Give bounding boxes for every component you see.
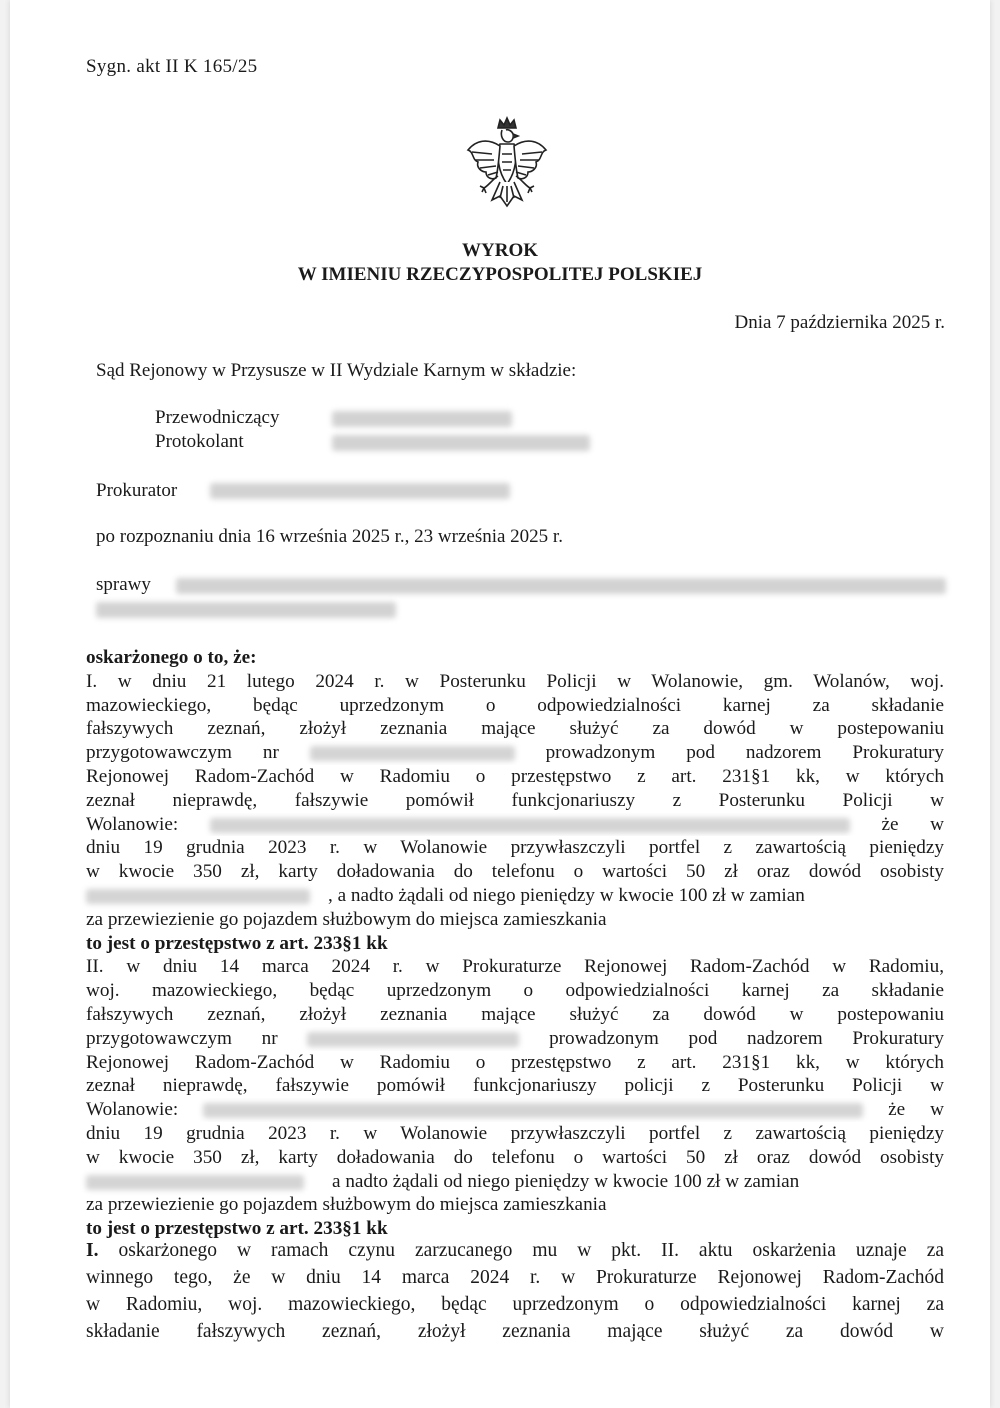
count1-line: za przewiezienie go pojazdem służbowym do miejsca zamieszkania (86, 908, 607, 930)
count2-text: a nadto żądali od niego pieniędzy w kwocie 100 zł w zamian (332, 1170, 800, 1192)
redacted-case-line-2 (96, 602, 396, 618)
redacted-case-line-1 (176, 578, 946, 594)
count2-line: w kwocie 350 zł, karty doładowania do telefonu o wartości 50 zł oraz dowód osobisty (86, 1146, 944, 1168)
count2-line: zeznał nieprawdę, fałszywie pomówił funkcjonariuszy policji z Posterunku Policji w (86, 1075, 944, 1097)
verdict-section (86, 1237, 944, 1345)
count1-text: że w (881, 813, 944, 835)
redacted-presiding-name (332, 411, 512, 427)
case-signature: Sygn. akt II K 165/25 (86, 56, 258, 77)
count2-line: za przewiezienie go pojazdem służbowym do miejsca zamieszkania (86, 1194, 607, 1216)
count2-text: prowadzonym pod nadzorem Prokuratury (549, 1027, 944, 1049)
verdict-line: w Radomiu, woj. mazowieckiego, będąc uprzedzonym o odpowiedzialności karnej za (86, 1294, 944, 1315)
document-subtitle: W IMIENIU RZECZYPOSPOLITEJ POLSKIEJ (297, 264, 703, 285)
count1-text: Wolanowie: (86, 813, 179, 835)
count2-line: woj. mazowieckiego, będąc uprzedzonym o odpowiedzialności karnej za składanie (86, 980, 944, 1002)
count2-text: Wolanowie: (86, 1099, 179, 1121)
redacted-officer-names (203, 1103, 863, 1118)
redacted-case-number (307, 1032, 519, 1047)
prosecutor-label: Prokurator (96, 480, 178, 501)
count1-line (86, 884, 944, 908)
count1-line (86, 813, 944, 837)
count2-line: II. w dniu 14 marca 2024 r. w Prokuraturze Rejonowej Radom-Zachód w Radomiu, (86, 956, 944, 978)
charges-section (86, 646, 944, 1241)
count1-qualification: to jest o przestępstwo z art. 233§1 kk (86, 932, 388, 954)
charges-heading: oskarżonego o to, że: (86, 647, 257, 668)
count1-text: prowadzonym pod nadzorem Prokuratury (545, 742, 944, 764)
redacted-officer-names (210, 818, 850, 833)
verdict-line (86, 1237, 944, 1264)
redacted-id-number (86, 1175, 304, 1190)
count1-text: , a nadto żądali od niego pieniędzy w kwocie 100 zł w zamian (328, 884, 805, 906)
count1-line: w kwocie 350 zł, karty doładowania do telefonu o wartości 50 zł oraz dowód osobisty (86, 861, 944, 883)
document-date: Dnia 7 października 2025 r. (734, 312, 945, 333)
clerk-label: Protokolant (155, 431, 244, 452)
count2-line: Rejonowej Radom-Zachód w Radomiu o przestępstwo z art. 231§1 kk, w których (86, 1051, 944, 1073)
count2-line (86, 1170, 944, 1194)
count1-line (86, 741, 944, 765)
hearing-dates: po rozpoznaniu dnia 16 września 2025 r., 23 września 2025 r. (96, 526, 563, 547)
count1-line: fałszywych zeznań, złożył zeznania mające służyć za dowód w postepowaniu (86, 718, 944, 740)
presiding-judge-label: Przewodniczący (155, 407, 280, 428)
case-label: sprawy (96, 574, 151, 595)
redacted-clerk-name (332, 435, 590, 451)
court-composition-line: Sąd Rejonowy w Przysusze w II Wydziale Karnym w składzie: (96, 360, 577, 381)
count2-line (86, 1098, 944, 1122)
verdict-text: oskarżonego w ramach czynu zarzucanego mu w pkt. II. aktu oskarżenia uznaje za (118, 1240, 944, 1261)
count1-line: I. w dniu 21 lutego 2024 r. w Posterunku Policji w Wolanowie, gm. Wolanów, woj. (86, 670, 944, 692)
document-title: WYROK (462, 240, 538, 261)
redacted-id-number (86, 889, 310, 904)
redacted-case-number (310, 746, 515, 761)
count1-line: mazowieckiego, będąc uprzedzonym o odpowiedzialności karnej za składanie (86, 694, 944, 716)
verdict-number: I. (86, 1240, 99, 1261)
polish-eagle-emblem-icon (462, 114, 552, 214)
count1-text: przygotowawczym nr (86, 742, 279, 764)
verdict-line: winnego tego, że w dniu 14 marca 2024 r. w Prokuraturze Rejonowej Radom-Zachód (86, 1267, 944, 1288)
count1-line: Rejonowej Radom-Zachód w Radomiu o przestępstwo z art. 231§1 kk, w których (86, 765, 944, 787)
count2-line: fałszywych zeznań, złożył zeznania mające służyć za dowód w postepowaniu (86, 1003, 944, 1025)
count1-line: dniu 19 grudnia 2023 r. w Wolanowie przywłaszczyli portfel z zawartością pieniędzy (86, 837, 944, 859)
count2-line (86, 1027, 944, 1051)
verdict-line: składanie fałszywych zeznań, złożył zeznania mające służyć za dowód w (86, 1321, 944, 1342)
count2-text: przygotowawczym nr (86, 1027, 278, 1049)
count2-qualification: to jest o przestępstwo z art. 233§1 kk (86, 1218, 388, 1240)
redacted-prosecutor-name (210, 483, 510, 499)
count2-line: dniu 19 grudnia 2023 r. w Wolanowie przywłaszczyli portfel z zawartością pieniędzy (86, 1122, 944, 1144)
count1-line: zeznał nieprawdę, fałszywie pomówił funkcjonariuszy z Posterunku Policji w (86, 789, 944, 811)
count2-text: że w (888, 1099, 944, 1121)
